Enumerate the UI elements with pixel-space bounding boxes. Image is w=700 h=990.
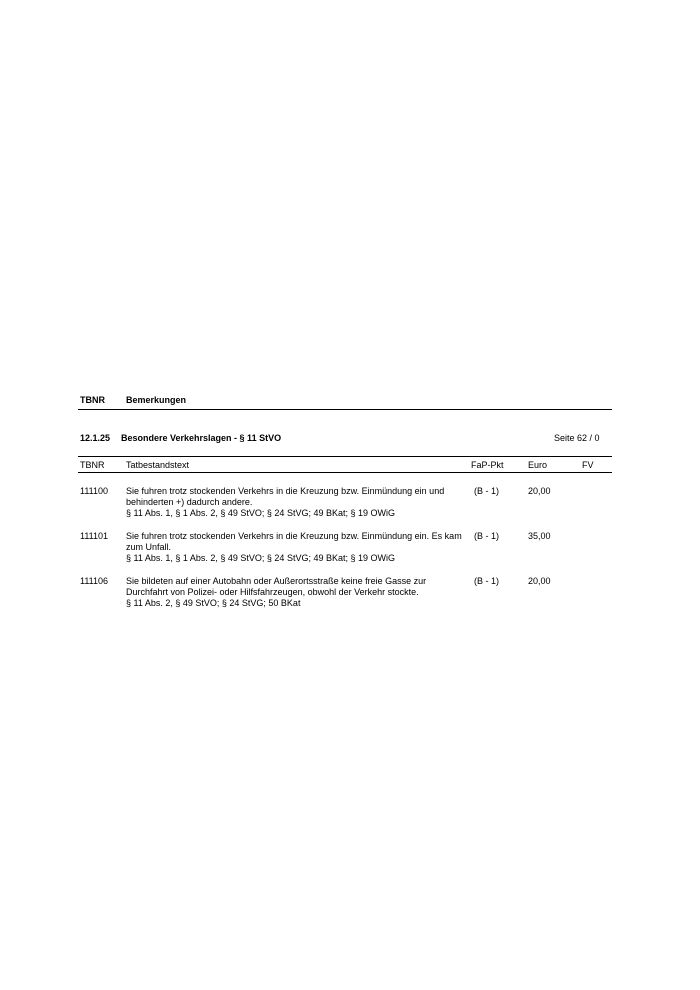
row-text: Sie fuhren trotz stockenden Verkehrs in die Kreuzung bzw. Einmündung ein. Es kam zum Unfall. — [126, 531, 462, 552]
row-law: § 11 Abs. 2, § 49 StVO; § 24 StVG; 50 BKat — [126, 598, 301, 608]
header-bemerkungen: Bemerkungen — [126, 395, 187, 405]
table-header-top-rule — [78, 456, 612, 457]
row-euro: 20,00 — [528, 576, 551, 586]
row-fap: (B - 1) — [474, 531, 500, 541]
table-header-bottom-rule — [78, 472, 612, 473]
row-fap: (B - 1) — [474, 486, 500, 496]
column-header-tbnr: TBNR — [80, 460, 105, 470]
header-tbnr: TBNR — [80, 395, 105, 405]
section-number: 12.1.25 — [80, 433, 111, 443]
row-law: § 11 Abs. 1, § 1 Abs. 2, § 49 StVO; § 24 StVG; 49 BKat; § 19 OWiG — [126, 553, 395, 563]
row-law: § 11 Abs. 1, § 1 Abs. 2, § 49 StVO; § 24 StVG; 49 BKat; § 19 OWiG — [126, 508, 395, 518]
header-rule — [78, 409, 612, 410]
row-text: Sie bildeten auf einer Autobahn oder Außerortsstraße keine freie Gasse zur Durchfahrt von Polizei- oder Hilfsfahrzeugen, obwohl der Verkehr stockte. — [126, 576, 427, 597]
row-description — [126, 576, 466, 609]
row-description — [126, 531, 466, 564]
page-reference: Seite 62 / 0 — [554, 433, 600, 443]
column-header-fap: FaP-Pkt — [471, 460, 504, 470]
row-euro: 20,00 — [528, 486, 551, 496]
row-description — [126, 486, 466, 519]
column-header-fv: FV — [582, 460, 594, 470]
row-text: Sie fuhren trotz stockenden Verkehrs in die Kreuzung bzw. Einmündung ein und behinderten +) dadurch andere. — [126, 486, 445, 507]
row-tbnr: 111106 — [80, 576, 109, 586]
column-header-text: Tatbestandstext — [126, 460, 190, 470]
section-title: Besondere Verkehrslagen - § 11 StVO — [121, 433, 282, 443]
row-fap: (B - 1) — [474, 576, 500, 586]
row-tbnr: 111100 — [80, 486, 109, 496]
row-euro: 35,00 — [528, 531, 551, 541]
row-tbnr: 111101 — [80, 531, 109, 541]
column-header-euro: Euro — [528, 460, 548, 470]
